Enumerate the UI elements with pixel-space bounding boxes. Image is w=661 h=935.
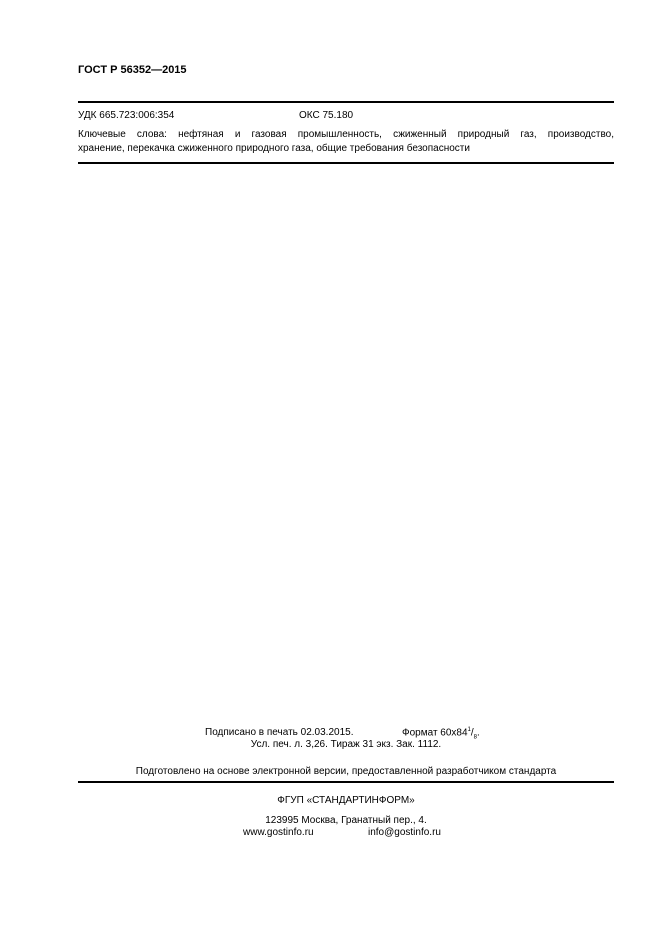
format-prefix: Формат 60x84 — [402, 727, 468, 739]
publisher-name: ФГУП «СТАНДАРТИНФОРМ» — [277, 795, 415, 806]
email-link[interactable]: info@gostinfo.ru — [368, 827, 441, 838]
keywords-line-1: Ключевые слова: нефтяная и газовая промышленность, сжиженный природный газ, производство, — [78, 129, 614, 140]
format-numerator: 1 — [467, 727, 471, 733]
format-suffix: . — [477, 727, 480, 739]
publisher-address: 123995 Москва, Гранатный пер., 4. — [265, 815, 427, 826]
paper-format: Формат $60x84^1/_8$. — [402, 727, 480, 741]
oks-code: ОКС 75.180 — [299, 110, 354, 121]
keywords-block — [78, 128, 614, 156]
top-rule — [78, 101, 614, 103]
publication-details: Усл. печ. л. 3,26. Тираж 31 экз. Зак. 1112. — [250, 739, 442, 750]
udc-code: УДК 665.723:006:354 — [78, 110, 175, 121]
classification-line — [78, 110, 354, 121]
format-denominator: 8 — [473, 734, 478, 741]
keywords-line-2: хранение, перекачка сжиженного природного газа, общие требования безопасности — [78, 143, 470, 154]
middle-rule — [78, 162, 614, 164]
document-code: ГОСТ Р 56352—2015 — [78, 64, 187, 76]
website-link[interactable]: www.gostinfo.ru — [243, 827, 314, 838]
signed-date: Подписано в печать 02.03.2015. — [205, 727, 354, 738]
prepared-note: Подготовлено на основе электронной версии, предоставленной разработчиком стандарта — [135, 766, 557, 777]
bottom-rule — [78, 781, 614, 783]
